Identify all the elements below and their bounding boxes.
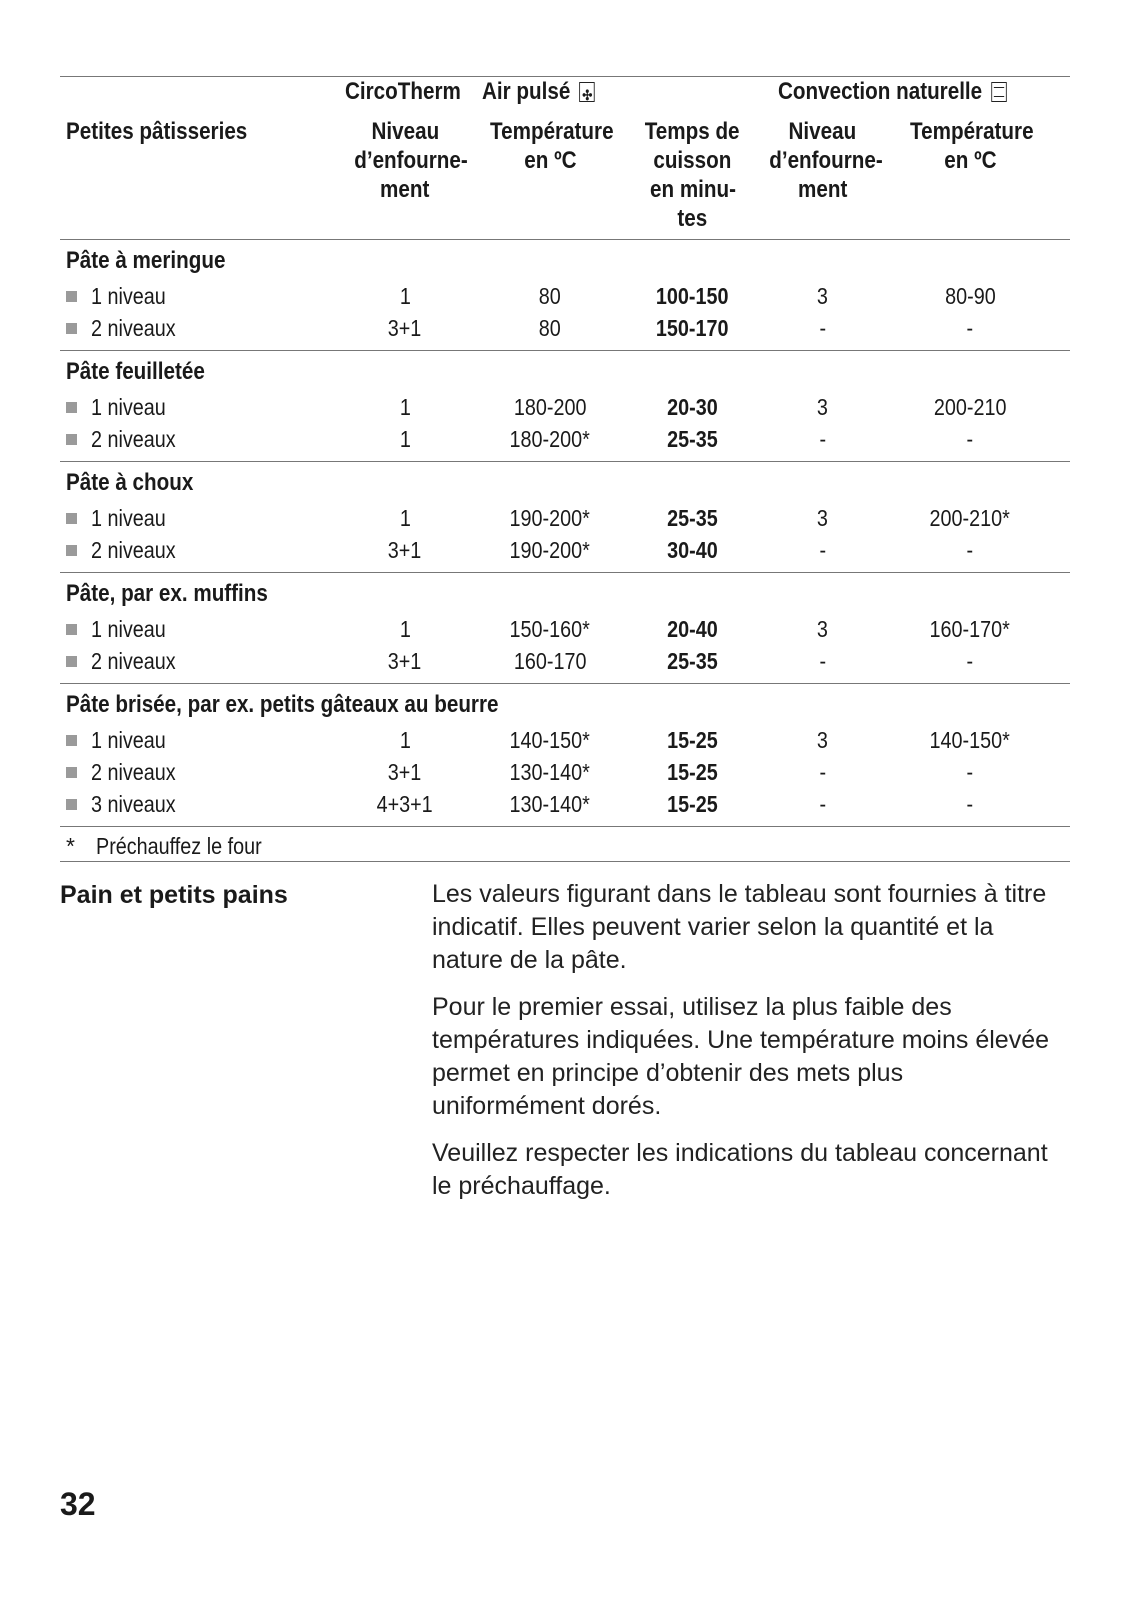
temperature-cell: 80 (538, 283, 562, 309)
table-group (60, 462, 1070, 572)
temperature-cell: 150-160* (509, 616, 591, 642)
row-label: 2 niveaux (66, 312, 189, 344)
convection-temperature-cell: 160-170* (929, 616, 1011, 642)
table-row (60, 391, 1070, 423)
cooking-time-cell: 150-170 (656, 315, 729, 341)
convection-temperature-cell: - (966, 759, 974, 785)
niveau-cell: 4+3+1 (376, 791, 434, 817)
row-label-heading: Petites pâtisseries (66, 118, 248, 145)
convection-temperature-cell: 80-90 (944, 283, 996, 309)
temperature-cell: 140-150* (509, 727, 591, 753)
footnote (60, 827, 1070, 861)
col-niveau2-heading: Niveau d’enfourne- ment (769, 118, 883, 203)
niveau-cell: 1 (399, 394, 411, 420)
cooking-time-cell: 15-25 (667, 727, 718, 753)
row-label: 1 niveau (66, 502, 178, 534)
cooking-time-cell: 25-35 (667, 505, 718, 531)
niveau-cell: 1 (399, 727, 411, 753)
table-body (60, 239, 1070, 826)
section-title: Pain et petits pains (60, 881, 288, 909)
row-label: 2 niveaux (66, 756, 189, 788)
convection-niveau-cell: 3 (816, 394, 828, 420)
section-paragraph: Pour le premier essai, utilisez la plus faible des températures indiquées. Une température moins élevée permet en principe d’obtenir des mets plus uniformément dorés. (432, 993, 1050, 1120)
convection-heading: Convection naturelle (778, 77, 1044, 107)
row-label: 1 niveau (66, 391, 178, 423)
convection-niveau-cell: - (819, 537, 826, 563)
convection-temperature-cell: - (966, 426, 974, 452)
square-bullet-icon (66, 402, 77, 413)
row-label: 1 niveau (66, 724, 178, 756)
col-temp-heading: Température en ºC (490, 118, 614, 174)
baking-table (60, 76, 1070, 862)
temperature-cell: 130-140* (509, 759, 591, 785)
convection-temperature-cell: 200-210* (929, 505, 1011, 531)
footnote-mark: * (66, 833, 75, 859)
temperature-cell: 80 (538, 315, 562, 341)
col-niveau-heading: Niveau d’enfourne- ment (354, 118, 468, 203)
niveau-cell: 3+1 (388, 315, 422, 341)
section-paragraph: Veuillez respecter les indications du tableau concernant le préchauffage. (432, 1139, 1048, 1200)
row-label: 1 niveau (66, 280, 178, 312)
niveau-cell: 1 (399, 426, 411, 452)
group-title: Pâte brisée, par ex. petits gâteaux au beurre (66, 691, 499, 718)
table-row (60, 613, 1070, 645)
row-label: 3 niveaux (66, 788, 189, 820)
square-bullet-icon (66, 735, 77, 746)
section-paragraph: Les valeurs figurant dans le tableau sont fournies à titre indicatif. Elles peuvent varier selon la quantité et la nature de la pâte. (432, 880, 1047, 974)
convection-temperature-cell: 140-150* (929, 727, 1011, 753)
temperature-cell: 180-200 (513, 394, 587, 420)
row-label: 2 niveaux (66, 645, 189, 677)
convection-temperature-cell: - (966, 648, 974, 674)
section-body (432, 878, 1052, 1217)
niveau-cell: 1 (399, 616, 411, 642)
table-row (60, 534, 1070, 566)
convection-temperature-cell: - (966, 791, 974, 817)
cooking-time-cell: 15-25 (667, 791, 718, 817)
cooking-time-cell: 100-150 (656, 283, 729, 309)
table-group (60, 684, 1070, 826)
cooking-time-cell: 20-40 (667, 616, 718, 642)
col-temp2-heading: Température en ºC (910, 118, 1034, 174)
niveau-cell: 3+1 (388, 648, 422, 674)
niveau-cell: 1 (399, 505, 411, 531)
table-header (60, 77, 1070, 239)
group-title: Pâte feuilletée (66, 358, 205, 385)
temperature-cell: 190-200* (509, 505, 591, 531)
temperature-cell: 160-170 (513, 648, 587, 674)
cooking-time-cell: 30-40 (667, 537, 718, 563)
top-bottom-heat-icon (991, 82, 1006, 102)
convection-niveau-cell: - (819, 315, 826, 341)
cooking-time-cell: 25-35 (667, 648, 718, 674)
cooking-time-cell: 15-25 (667, 759, 718, 785)
footnote-text: Préchauffez le four (96, 833, 262, 859)
convection-temperature-cell: - (966, 537, 974, 563)
air-pulse-heading: Air pulsé ✣ (482, 77, 613, 107)
fan-icon (580, 82, 595, 102)
square-bullet-icon (66, 624, 77, 635)
convection-niveau-cell: 3 (816, 727, 828, 753)
table-row (60, 724, 1070, 756)
temperature-cell: 190-200* (509, 537, 591, 563)
convection-niveau-cell: - (819, 648, 826, 674)
convection-temperature-cell: 200-210 (933, 394, 1007, 420)
table-row (60, 280, 1070, 312)
convection-niveau-cell: 3 (816, 616, 828, 642)
temperature-cell: 130-140* (509, 791, 591, 817)
convection-niveau-cell: 3 (816, 505, 828, 531)
niveau-cell: 3+1 (388, 537, 422, 563)
table-row (60, 645, 1070, 677)
group-title: Pâte à meringue (66, 247, 226, 274)
niveau-cell: 1 (399, 283, 411, 309)
table-row (60, 502, 1070, 534)
table-row (60, 312, 1070, 344)
niveau-cell: 3+1 (388, 759, 422, 785)
square-bullet-icon (66, 799, 77, 810)
table-group (60, 573, 1070, 683)
row-label: 2 niveaux (66, 423, 189, 455)
table-row (60, 788, 1070, 820)
cooking-time-cell: 20-30 (667, 394, 718, 420)
square-bullet-icon (66, 656, 77, 667)
table-row (60, 756, 1070, 788)
page-number: 32 (60, 1486, 96, 1522)
row-label: 1 niveau (66, 613, 178, 645)
convection-niveau-cell: - (819, 791, 826, 817)
convection-niveau-cell: 3 (816, 283, 828, 309)
square-bullet-icon (66, 545, 77, 556)
square-bullet-icon (66, 513, 77, 524)
temperature-cell: 180-200* (509, 426, 591, 452)
convection-temperature-cell: - (966, 315, 974, 341)
row-label: 2 niveaux (66, 534, 189, 566)
table-group (60, 240, 1070, 350)
group-title: Pâte à choux (66, 469, 194, 496)
square-bullet-icon (66, 434, 77, 445)
circotherm-heading: CircoTherm (345, 78, 461, 105)
square-bullet-icon (66, 291, 77, 302)
convection-niveau-cell: - (819, 426, 826, 452)
group-title: Pâte, par ex. muffins (66, 580, 268, 607)
square-bullet-icon (66, 767, 77, 778)
square-bullet-icon (66, 323, 77, 334)
col-temps-heading: Temps de cuisson en minu- tes (645, 118, 740, 232)
table-row (60, 423, 1070, 455)
cooking-time-cell: 25-35 (667, 426, 718, 452)
convection-niveau-cell: - (819, 759, 826, 785)
table-group (60, 351, 1070, 461)
